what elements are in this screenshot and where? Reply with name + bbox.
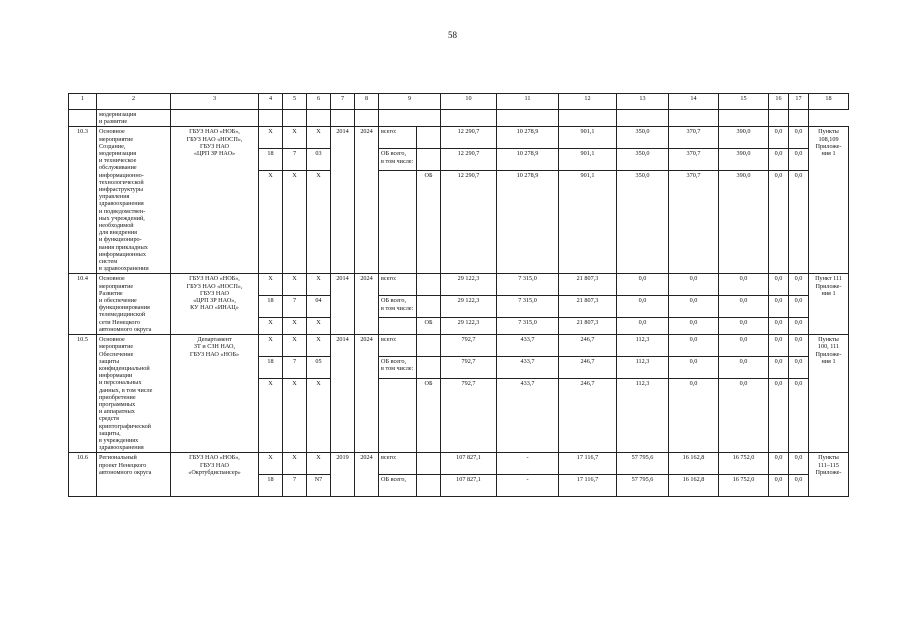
amount-cell: 16 162,8 bbox=[669, 453, 719, 475]
amount-cell: 0,0 bbox=[719, 296, 769, 318]
end-year: 2024 bbox=[355, 335, 379, 453]
amount-cell: - bbox=[497, 453, 559, 475]
funding-source bbox=[417, 149, 441, 171]
amount-cell: 370,7 bbox=[669, 171, 719, 274]
funding-label bbox=[379, 318, 417, 335]
code-cell: 18 bbox=[259, 296, 283, 318]
amount-cell: 0,0 bbox=[789, 127, 809, 149]
note-cell: Пункты 100, 111 Приложе- ния 1 bbox=[809, 335, 849, 453]
table-row bbox=[69, 335, 849, 357]
code-cell: 7 bbox=[283, 357, 307, 379]
amount-cell: 112,3 bbox=[617, 335, 669, 357]
funding-label: всего: bbox=[379, 335, 417, 357]
table-row bbox=[69, 274, 849, 296]
code-cell: 18 bbox=[259, 357, 283, 379]
amount-cell: 0,0 bbox=[617, 274, 669, 296]
amount-cell: 112,3 bbox=[617, 357, 669, 379]
amount-cell: 350,0 bbox=[617, 127, 669, 149]
code-cell: Х bbox=[259, 379, 283, 453]
funding-source: ОБ bbox=[417, 171, 441, 274]
funding-label: ОБ всего, bbox=[379, 475, 417, 497]
code-cell: Х bbox=[259, 318, 283, 335]
code-cell: Х bbox=[307, 171, 331, 274]
column-header: 7 bbox=[331, 94, 355, 110]
amount-cell: 0,0 bbox=[769, 475, 789, 497]
amount-cell: 0,0 bbox=[669, 335, 719, 357]
column-header: 13 bbox=[617, 94, 669, 110]
amount-cell: 0,0 bbox=[769, 357, 789, 379]
amount-cell: 901,1 bbox=[559, 127, 617, 149]
amount-cell: 107 827,1 bbox=[441, 453, 497, 475]
code-cell: 18 bbox=[259, 475, 283, 497]
amount-cell: 792,7 bbox=[441, 335, 497, 357]
amount-cell: 17 116,7 bbox=[559, 453, 617, 475]
code-cell: 04 bbox=[307, 296, 331, 318]
note-cell: Пункт 111 Приложе- ния 1 bbox=[809, 274, 849, 335]
amount-cell: 792,7 bbox=[441, 357, 497, 379]
column-header: 4 bbox=[259, 94, 283, 110]
column-header: 14 bbox=[669, 94, 719, 110]
amount-cell: 246,7 bbox=[559, 335, 617, 357]
amount-cell: 350,0 bbox=[617, 149, 669, 171]
item-number: 10.6 bbox=[69, 453, 97, 497]
funding-source bbox=[417, 274, 441, 296]
amount-cell: 0,0 bbox=[669, 379, 719, 453]
amount-cell: 7 315,0 bbox=[497, 274, 559, 296]
amount-cell: 0,0 bbox=[789, 149, 809, 171]
amount-cell: 0,0 bbox=[669, 274, 719, 296]
amount-cell: 0,0 bbox=[719, 379, 769, 453]
amount-cell: 7 315,0 bbox=[497, 296, 559, 318]
amount-cell: 390,0 bbox=[719, 149, 769, 171]
item-name: Основное мероприятие Развитие и обеспечение функционирования телемедицинской сети Ненецкого автономного округа bbox=[97, 274, 171, 335]
amount-cell: 107 827,1 bbox=[441, 475, 497, 497]
amount-cell: 390,0 bbox=[719, 127, 769, 149]
amount-cell: 0,0 bbox=[617, 318, 669, 335]
code-cell: Х bbox=[283, 379, 307, 453]
executor: ГБУЗ НАО «НОБ», ГБУЗ НАО «НОСП», ГБУЗ НАО «ЦРП ЗР НАО», КУ НАО «ИНАЦ» bbox=[171, 274, 259, 335]
amount-cell: 0,0 bbox=[789, 171, 809, 274]
item-name: Основное мероприятие Создание, модернизация и техническое обслуживание информационно- технологической инфраструктуры управления здравоохранения и подведомствен- ных учреждений, необходимой для внедрения и функциониро- вания прикладных информационных систем в здравоохранении bbox=[97, 127, 171, 274]
end-year: 2024 bbox=[355, 453, 379, 497]
funding-label: ОБ всего, в том числе: bbox=[379, 357, 417, 379]
code-cell: Х bbox=[283, 127, 307, 149]
amount-cell: 29 122,3 bbox=[441, 318, 497, 335]
amount-cell: 0,0 bbox=[769, 335, 789, 357]
amount-cell: 0,0 bbox=[669, 357, 719, 379]
amount-cell: 0,0 bbox=[669, 296, 719, 318]
amount-cell: 16 752,0 bbox=[719, 453, 769, 475]
column-header: 18 bbox=[809, 94, 849, 110]
code-cell: 03 bbox=[307, 149, 331, 171]
amount-cell: 0,0 bbox=[719, 318, 769, 335]
funding-source bbox=[417, 296, 441, 318]
amount-cell: 901,1 bbox=[559, 149, 617, 171]
header-row bbox=[69, 94, 849, 110]
amount-cell: 16 162,8 bbox=[669, 475, 719, 497]
amount-cell: 57 795,6 bbox=[617, 453, 669, 475]
table-row bbox=[69, 453, 849, 475]
item-number: 10.3 bbox=[69, 127, 97, 274]
column-header: 6 bbox=[307, 94, 331, 110]
amount-cell: 29 122,3 bbox=[441, 274, 497, 296]
item-name: Основное мероприятие Обеспечение защиты конфиденциальной информации и персональных данных, в том числе приобретение программных и аппаратных средств криптографической защиты, в учреждениях здравоохранения bbox=[97, 335, 171, 453]
code-cell: Х bbox=[259, 274, 283, 296]
code-cell: 05 bbox=[307, 357, 331, 379]
amount-cell: 792,7 bbox=[441, 379, 497, 453]
amount-cell: 0,0 bbox=[789, 318, 809, 335]
note-cell: Пункты 111–115 Приложе- bbox=[809, 453, 849, 497]
amount-cell: 10 278,9 bbox=[497, 149, 559, 171]
column-header: 5 bbox=[283, 94, 307, 110]
funding-label: всего: bbox=[379, 127, 417, 149]
budget-table bbox=[68, 93, 849, 497]
funding-label: всего: bbox=[379, 453, 417, 475]
funding-source bbox=[417, 475, 441, 497]
column-header: 3 bbox=[171, 94, 259, 110]
amount-cell: 0,0 bbox=[789, 335, 809, 357]
code-cell: Х bbox=[307, 127, 331, 149]
funding-source bbox=[417, 357, 441, 379]
code-cell: Х bbox=[259, 453, 283, 475]
item-number: 10.5 bbox=[69, 335, 97, 453]
funding-label: ОБ всего, в том числе: bbox=[379, 296, 417, 318]
amount-cell: 17 116,7 bbox=[559, 475, 617, 497]
amount-cell: 0,0 bbox=[669, 318, 719, 335]
table-row bbox=[69, 127, 849, 149]
code-cell: Х bbox=[307, 318, 331, 335]
amount-cell: 246,7 bbox=[559, 379, 617, 453]
executor: Департамент ЗТ и СЗН НАО, ГБУЗ НАО «НОБ» bbox=[171, 335, 259, 453]
funding-label: ОБ всего, в том числе: bbox=[379, 149, 417, 171]
amount-cell: 0,0 bbox=[789, 274, 809, 296]
code-cell: Х bbox=[307, 453, 331, 475]
item-name: Региональный проект Ненецкого автономного округа bbox=[97, 453, 171, 497]
funding-source bbox=[417, 127, 441, 149]
code-cell: Х bbox=[307, 274, 331, 296]
amount-cell: 0,0 bbox=[719, 357, 769, 379]
funding-label bbox=[379, 171, 417, 274]
executor: ГБУЗ НАО «НОБ», ГБУЗ НАО «Окртубдиспансер» bbox=[171, 453, 259, 497]
amount-cell: 0,0 bbox=[719, 335, 769, 357]
column-header: 11 bbox=[497, 94, 559, 110]
start-year: 2019 bbox=[331, 453, 355, 497]
column-header: 15 bbox=[719, 94, 769, 110]
code-cell: Х bbox=[283, 171, 307, 274]
code-cell: 7 bbox=[283, 475, 307, 497]
amount-cell: 433,7 bbox=[497, 357, 559, 379]
amount-cell: 7 315,0 bbox=[497, 318, 559, 335]
end-year: 2024 bbox=[355, 274, 379, 335]
continued-name: модернизация и развитие bbox=[97, 110, 171, 127]
code-cell: Х bbox=[283, 335, 307, 357]
amount-cell: 57 795,6 bbox=[617, 475, 669, 497]
amount-cell: 12 290,7 bbox=[441, 149, 497, 171]
start-year: 2014 bbox=[331, 127, 355, 274]
amount-cell: 901,1 bbox=[559, 171, 617, 274]
amount-cell: - bbox=[497, 475, 559, 497]
amount-cell: 0,0 bbox=[769, 274, 789, 296]
funding-label bbox=[379, 379, 417, 453]
code-cell: Х bbox=[259, 335, 283, 357]
amount-cell: 0,0 bbox=[769, 127, 789, 149]
code-cell: Х bbox=[307, 379, 331, 453]
item-number: 10.4 bbox=[69, 274, 97, 335]
amount-cell: 370,7 bbox=[669, 149, 719, 171]
column-header: 10 bbox=[441, 94, 497, 110]
amount-cell: 0,0 bbox=[789, 296, 809, 318]
amount-cell: 0,0 bbox=[789, 379, 809, 453]
amount-cell: 0,0 bbox=[617, 296, 669, 318]
funding-source bbox=[417, 453, 441, 475]
end-year: 2024 bbox=[355, 127, 379, 274]
amount-cell: 0,0 bbox=[769, 318, 789, 335]
amount-cell: 0,0 bbox=[719, 274, 769, 296]
code-cell: Х bbox=[259, 171, 283, 274]
amount-cell: 433,7 bbox=[497, 379, 559, 453]
amount-cell: 21 807,3 bbox=[559, 318, 617, 335]
amount-cell: 0,0 bbox=[769, 453, 789, 475]
amount-cell: 16 752,0 bbox=[719, 475, 769, 497]
amount-cell: 10 278,9 bbox=[497, 127, 559, 149]
funding-label: всего: bbox=[379, 274, 417, 296]
amount-cell: 12 290,7 bbox=[441, 127, 497, 149]
code-cell: Х bbox=[283, 318, 307, 335]
code-cell: Х bbox=[283, 274, 307, 296]
amount-cell: 370,7 bbox=[669, 127, 719, 149]
note-cell: Пункты 108,109 Приложе- ния 1 bbox=[809, 127, 849, 274]
column-header: 17 bbox=[789, 94, 809, 110]
amount-cell: 0,0 bbox=[769, 379, 789, 453]
column-header: 1 bbox=[69, 94, 97, 110]
code-cell: Х bbox=[259, 127, 283, 149]
continuation-row bbox=[69, 110, 849, 127]
amount-cell: 12 290,7 bbox=[441, 171, 497, 274]
amount-cell: 112,3 bbox=[617, 379, 669, 453]
code-cell: 7 bbox=[283, 149, 307, 171]
column-header: 9 bbox=[379, 94, 441, 110]
amount-cell: 433,7 bbox=[497, 335, 559, 357]
amount-cell: 0,0 bbox=[789, 475, 809, 497]
code-cell: Х bbox=[307, 335, 331, 357]
column-header: 12 bbox=[559, 94, 617, 110]
column-header: 2 bbox=[97, 94, 171, 110]
page-number: 58 bbox=[448, 30, 457, 40]
start-year: 2014 bbox=[331, 274, 355, 335]
amount-cell: 246,7 bbox=[559, 357, 617, 379]
code-cell: 7 bbox=[283, 296, 307, 318]
amount-cell: 29 122,3 bbox=[441, 296, 497, 318]
amount-cell: 0,0 bbox=[789, 453, 809, 475]
amount-cell: 350,0 bbox=[617, 171, 669, 274]
code-cell: N7 bbox=[307, 475, 331, 497]
column-header: 16 bbox=[769, 94, 789, 110]
amount-cell: 0,0 bbox=[769, 296, 789, 318]
amount-cell: 390,0 bbox=[719, 171, 769, 274]
column-header: 8 bbox=[355, 94, 379, 110]
funding-source: ОБ bbox=[417, 318, 441, 335]
code-cell: Х bbox=[283, 453, 307, 475]
amount-cell: 0,0 bbox=[769, 149, 789, 171]
code-cell: 18 bbox=[259, 149, 283, 171]
amount-cell: 0,0 bbox=[789, 357, 809, 379]
start-year: 2014 bbox=[331, 335, 355, 453]
executor: ГБУЗ НАО «НОБ», ГБУЗ НАО «НОСП», ГБУЗ НАО «ЦРП ЗР НАО» bbox=[171, 127, 259, 274]
amount-cell: 0,0 bbox=[769, 171, 789, 274]
funding-source: ОБ bbox=[417, 379, 441, 453]
amount-cell: 21 807,3 bbox=[559, 296, 617, 318]
funding-source bbox=[417, 335, 441, 357]
amount-cell: 21 807,3 bbox=[559, 274, 617, 296]
amount-cell: 10 278,9 bbox=[497, 171, 559, 274]
